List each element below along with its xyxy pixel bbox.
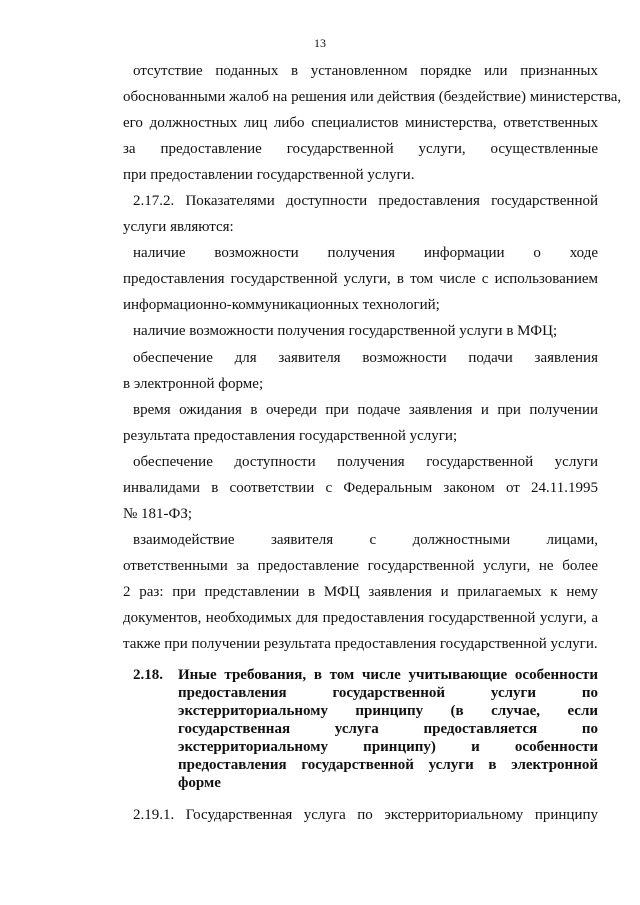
section-heading-line: экстерриториальному принципу) и особенности <box>178 739 598 755</box>
paragraph-line: 2 раз: при представлении в МФЦ заявления и прилагаемых к нему <box>123 584 598 600</box>
section-heading-line: государственная услуга предоставляется по <box>178 721 598 737</box>
section-heading-line: предоставления государственной услуги в электронной <box>178 757 598 773</box>
paragraph-line: за предоставление государственной услуги, осуществленные <box>123 141 598 157</box>
paragraph-line: наличие возможности получения информации о ходе <box>133 245 598 261</box>
paragraph-line: предоставления государственной услуги, в том числе с использованием <box>123 271 598 287</box>
paragraph-line: обоснованными жалоб на решения или действия (бездействие) министерства, <box>123 89 622 105</box>
paragraph-line: взаимодействие заявителя с должностными лицами, <box>133 532 598 548</box>
paragraph-line: ответственными за предоставление государственной услуги, не более <box>123 558 598 574</box>
section-heading-line: предоставления государственной услуги по <box>178 685 598 701</box>
paragraph-line: услуги являются: <box>123 219 234 235</box>
paragraph-line: обеспечение для заявителя возможности подачи заявления <box>133 350 598 366</box>
paragraph-line: его должностных лиц либо специалистов министерства, ответственных <box>123 115 598 131</box>
section-heading-line: Иные требования, в том числе учитывающие особенности <box>178 667 598 683</box>
paragraph-line: при предоставлении государственной услуги. <box>123 167 415 183</box>
section-heading-line: экстерриториальному принципу (в случае, если <box>178 703 598 719</box>
paragraph-line: № 181-ФЗ; <box>123 506 193 522</box>
paragraph-line: документов, необходимых для предоставления государственной услуги, а <box>123 610 598 626</box>
paragraph-line: информационно-коммуникационных технологий; <box>123 297 440 313</box>
paragraph-line: также при получении результата предоставления государственной услуги. <box>123 636 598 652</box>
paragraph-line: инвалидами в соответствии с Федеральным законом от 24.11.1995 <box>123 480 598 496</box>
paragraph-line: отсутствие поданных в установленном порядке или признанных <box>133 63 598 79</box>
paragraph-line: 2.19.1. Государственная услуга по экстерриториальному принципу <box>133 807 598 823</box>
paragraph-line: наличие возможности получения государственной услуги в МФЦ; <box>133 323 558 339</box>
section-heading-line: форме <box>178 775 221 791</box>
paragraph-line: в электронной форме; <box>123 376 264 392</box>
paragraph-line: время ожидания в очереди при подаче заявления и при получении <box>133 402 598 418</box>
section-number: 2.18. <box>133 667 163 683</box>
paragraph-line: 2.17.2. Показателями доступности предоставления государственной <box>133 193 598 209</box>
paragraph-line: обеспечение доступности получения государственной услуги <box>133 454 598 470</box>
page-number: 13 <box>314 36 326 50</box>
paragraph-line: результата предоставления государственной услуги; <box>123 428 458 444</box>
